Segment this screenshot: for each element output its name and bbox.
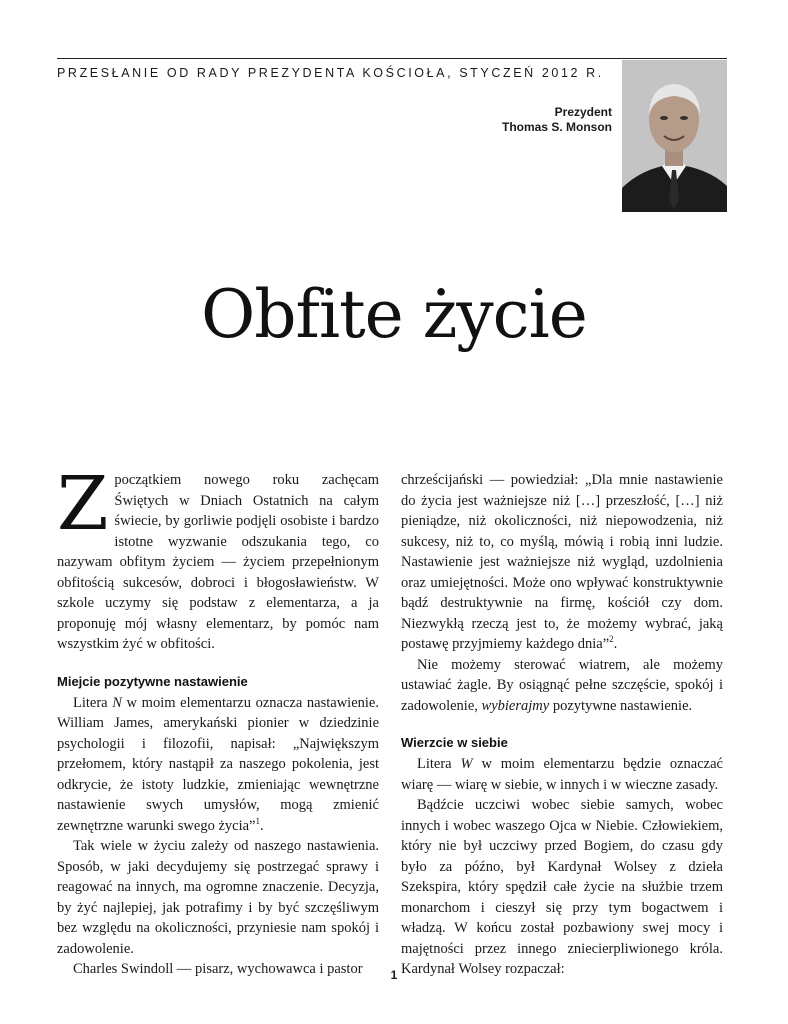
body-paragraph: Litera N w moim elementarzu oznacza nastawienie. William James, amerykański pionier w dziedzinie psychologii i filozofii, napisał: „Największym przełomem, który nastąpił za naszego pokolenia, jest odkrycie, że istoty ludzkie, zmieniając wewnętrzne nastawienie swych umysłów, mogą zmienić zewnętrzne warunki swego życia”$^1$. <box>57 694 379 834</box>
left-column <box>57 461 379 980</box>
right-column <box>401 470 723 980</box>
article-title: Obfite życie <box>201 276 587 354</box>
message-header: PRZESŁANIE OD RADY PREZYDENTA KOŚCIOŁA, STYCZEŃ 2012 R. <box>57 66 604 80</box>
author-name: Thomas S. Monson <box>501 120 612 134</box>
footnote-ref: 2 <box>609 634 614 645</box>
page-number: 1 <box>390 968 398 982</box>
header-rule <box>57 58 727 59</box>
body-paragraph: Litera W w moim elementarzu będzie oznaczać wiarę — wiarę w siebie, w innych i w wieczne zasady. <box>401 756 723 793</box>
footnote-ref: 1 <box>255 815 260 826</box>
body-paragraph: Nie możemy sterować wiatrem, ale możemy ustawiać żagle. By osiągnąć pełne szczęście, spokój i zadowolenie, wybierajmy pozytywne nastawienie. <box>401 656 723 714</box>
body-paragraph: Bądźcie uczciwi wobec siebie samych, wobec innych i wobec waszego Ojca w Niebie. Człowiekiem, który nie był uczciwy przed Bogiem, do czasu gdy było za późno, był Kardynał Wolsey z dzieła Szekspira, który spędził całe życie na służbie trzem monarchom i cieszył się przy tym bogactwem i władzą. W końcu został pozbawiony swej mocy i majętności przez innego zniecierpliwionego króla. Kardynał Wolsey rozpaczał: <box>401 797 723 977</box>
intro-paragraph: Z początkiem nowego roku zachęcam Świętych w Dniach Ostatnich na całym świecie, by gorliwie podjęli osobiste i bardzo istotne wyzwanie odszukania tego, co nazywam obfitym życiem — życiem przepełnionym obfitością sukcesów, dobroci i błogosławieństw. W szkole uczymy się podstaw z elementarza, a ja proponuję mój własny elementarz, by pomóc nam wszystkim żyć w obfitości. <box>57 461 379 652</box>
drop-cap: Z <box>57 461 109 547</box>
body-paragraph: Charles Swindoll — pisarz, wychowawca i pastor <box>73 961 363 977</box>
section-heading-attitude: Miejcie pozytywne nastawienie <box>57 673 248 689</box>
author-portrait <box>622 60 727 212</box>
author-block <box>502 105 612 135</box>
body-paragraph: Tak wiele w życiu zależy od naszego nastawienia. Sposób, w jaki decydujemy się postrzegać sprawy i reagować na innych, ma ogromne znaczenie. Decyzja, by żyć najlepiej, jak potrafimy i by być szczęśliwym bez względu na okoliczności, przyniesie nam spokój i zadowolenie. <box>57 838 379 957</box>
body-paragraph: chrześcijański — powiedział: „Dla mnie nastawienie do życia jest ważniejsze niż […] przeszłość, […] niż pieniądze, niż okoliczności, niż niepowodzenia, niż sukcesy, niż to, co myślą, mówią i robią inni ludzie. Nastawienie jest ważniejsze niż wygląd, uzdolnienia oraz umiejętności. Może ono wpływać konstruktywnie bądź destruktywnie na firmę, kościół czy dom. Niezwykłą rzeczą jest to, że możemy wybrać, jaką postawę przyjmiemy każdego dnia”$^2$. <box>401 472 723 652</box>
section-heading-believe: Wierzcie w siebie <box>401 735 508 750</box>
author-title: Prezydent <box>554 105 612 119</box>
